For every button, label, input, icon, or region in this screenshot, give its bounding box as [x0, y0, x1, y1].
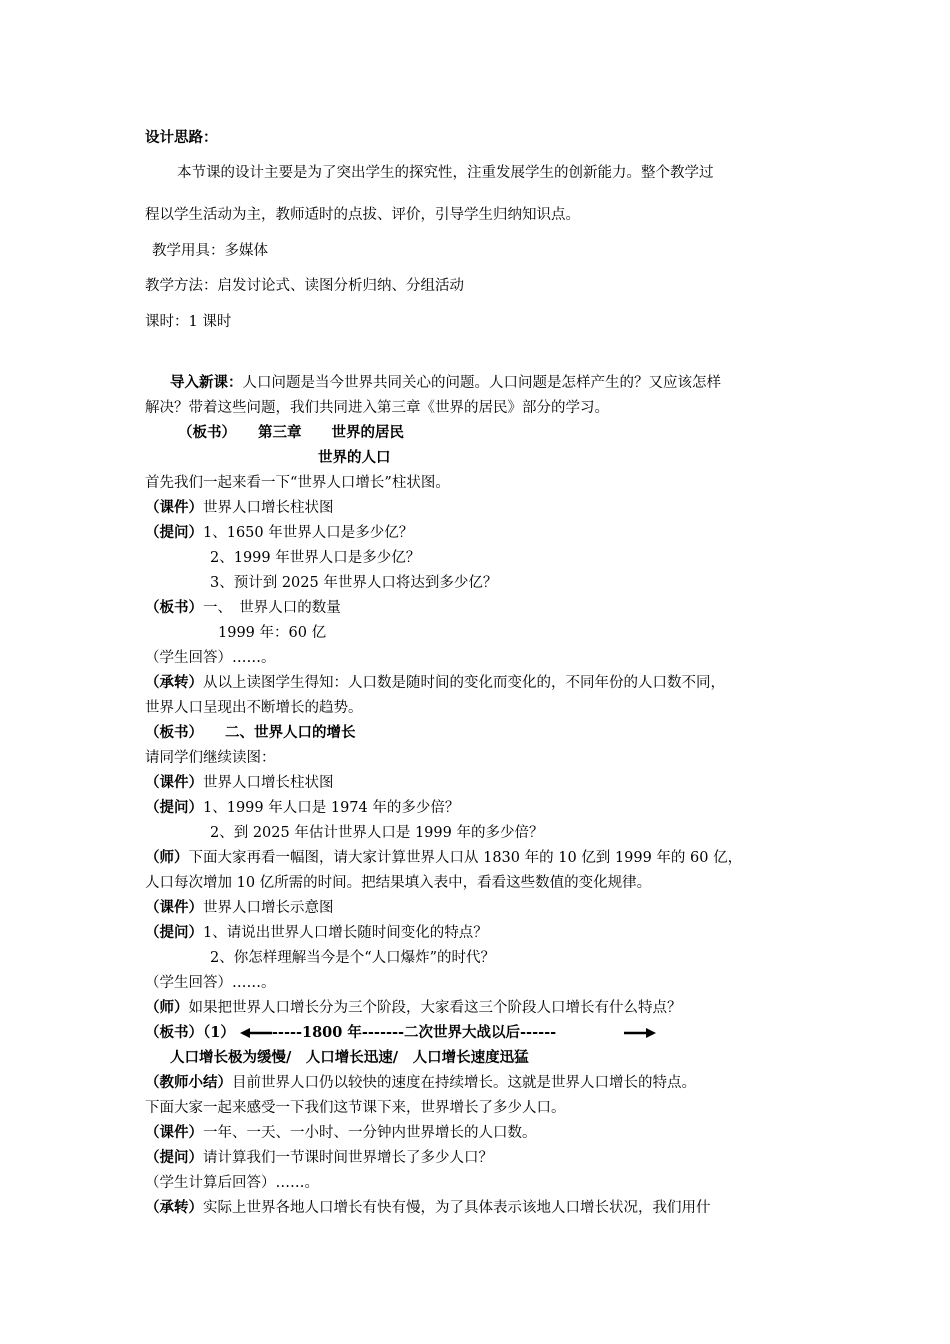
- line-26: 下面大家一起来感受一下我们这节课下来，世界增长了多少人口。: [145, 1100, 566, 1116]
- line-6: （板书）一、 世界人口的数量: [145, 599, 341, 616]
- design-paragraph-line-1: 本节课的设计主要是为了突出学生的探究性，注重发展学生的创新能力。整个教学过: [177, 165, 714, 181]
- line-3: （提问）1、1650 年世界人口是多少亿？: [145, 524, 414, 541]
- line-16: （师）下面大家再看一幅图，请大家计算世界人口从 1830 年的 10 亿到 1999 年的 60 亿，: [145, 849, 743, 866]
- line-1: 首先我们一起来看一下“世界人口增长”柱状图。: [145, 475, 450, 491]
- line-18: （课件）世界人口增长示意图: [145, 899, 334, 916]
- line-28: （提问）请计算我们一节课时间世界增长了多少人口？: [145, 1149, 493, 1166]
- line-19: （提问）1、请说出世界人口增长随时间变化的特点？: [145, 924, 488, 941]
- board-chapter-line: （板书） 第三章 世界的居民: [178, 424, 404, 441]
- line-30: （承转）实际上世界各地人口增长有快有慢，为了具体表示该地人口增长状况，我们用什: [145, 1199, 711, 1216]
- line-7: 1999 年：60 亿: [218, 625, 327, 641]
- line-20: 2、你怎样理解当今是个“人口爆炸”的时代？: [210, 950, 496, 966]
- section-title: 世界的人口: [318, 449, 391, 466]
- line-5: 3、预计到 2025 年世界人口将达到多少亿？: [210, 575, 498, 591]
- line-27: （课件）一年、一天、一小时、一分钟内世界增长的人口数。: [145, 1124, 537, 1141]
- line-9: （承转）从以上读图学生得知：人口数是随时间的变化而变化的，不同年份的人口数不同，: [145, 674, 725, 691]
- line-2: （课件）世界人口增长柱状图: [145, 499, 334, 516]
- line-8: （学生回答）……。: [145, 650, 276, 666]
- line-13: （课件）世界人口增长柱状图: [145, 774, 334, 791]
- class-hours: 课时：1 课时: [145, 314, 232, 330]
- design-heading: 设计思路：: [145, 129, 218, 146]
- line-22: （师）如果把世界人口增长分为三个阶段，大家看这三个阶段人口增长有什么特点？: [145, 999, 682, 1016]
- design-paragraph-line-2: 程以学生活动为主，教师适时的点拔、评价，引导学生归纳知识点。: [145, 207, 580, 223]
- teaching-tools: 教学用具：多媒体: [152, 243, 268, 259]
- line-29: （学生计算后回答）……。: [145, 1175, 319, 1191]
- left-arrow-icon: [240, 1027, 272, 1039]
- line-15: 2、到 2025 年估计世界人口是 1999 年的多少倍？: [210, 825, 544, 841]
- line-25: （教师小结）目前世界人口仍以较快的速度在持续增长。这就是世界人口增长的特点。: [145, 1074, 696, 1091]
- line-12: 请同学们继续读图：: [145, 750, 276, 766]
- intro-line-1: 导入新课：人口问题是当今世界共同关心的问题。人口问题是怎样产生的？又应该怎样: [170, 374, 721, 391]
- teaching-methods: 教学方法：启发讨论式、读图分析归纳、分组活动: [145, 278, 464, 294]
- line-24: 人口增长极为缓慢/ 人口增长迅速/ 人口增长速度迅猛: [170, 1049, 529, 1066]
- right-arrow-icon: [624, 1027, 656, 1039]
- intro-line-2: 解决？带着这些问题，我们共同进入第三章《世界的居民》部分的学习。: [145, 400, 609, 416]
- timeline-line: （板书）（1） -----1800 年-------二次世界大战以后------: [145, 1023, 656, 1043]
- line-14: （提问）1、1999 年人口是 1974 年的多少倍？: [145, 799, 460, 816]
- intro-label: 导入新课：: [170, 374, 243, 391]
- line-11: （板书） 二、世界人口的增长: [145, 724, 356, 741]
- line-21: （学生回答）……。: [145, 975, 276, 991]
- line-4: 2、1999 年世界人口是多少亿？: [210, 550, 421, 566]
- line-10: 世界人口呈现出不断增长的趋势。: [145, 700, 363, 716]
- line-17: 人口每次增加 10 亿所需的时间。把结果填入表中，看看这些数值的变化规律。: [145, 875, 652, 891]
